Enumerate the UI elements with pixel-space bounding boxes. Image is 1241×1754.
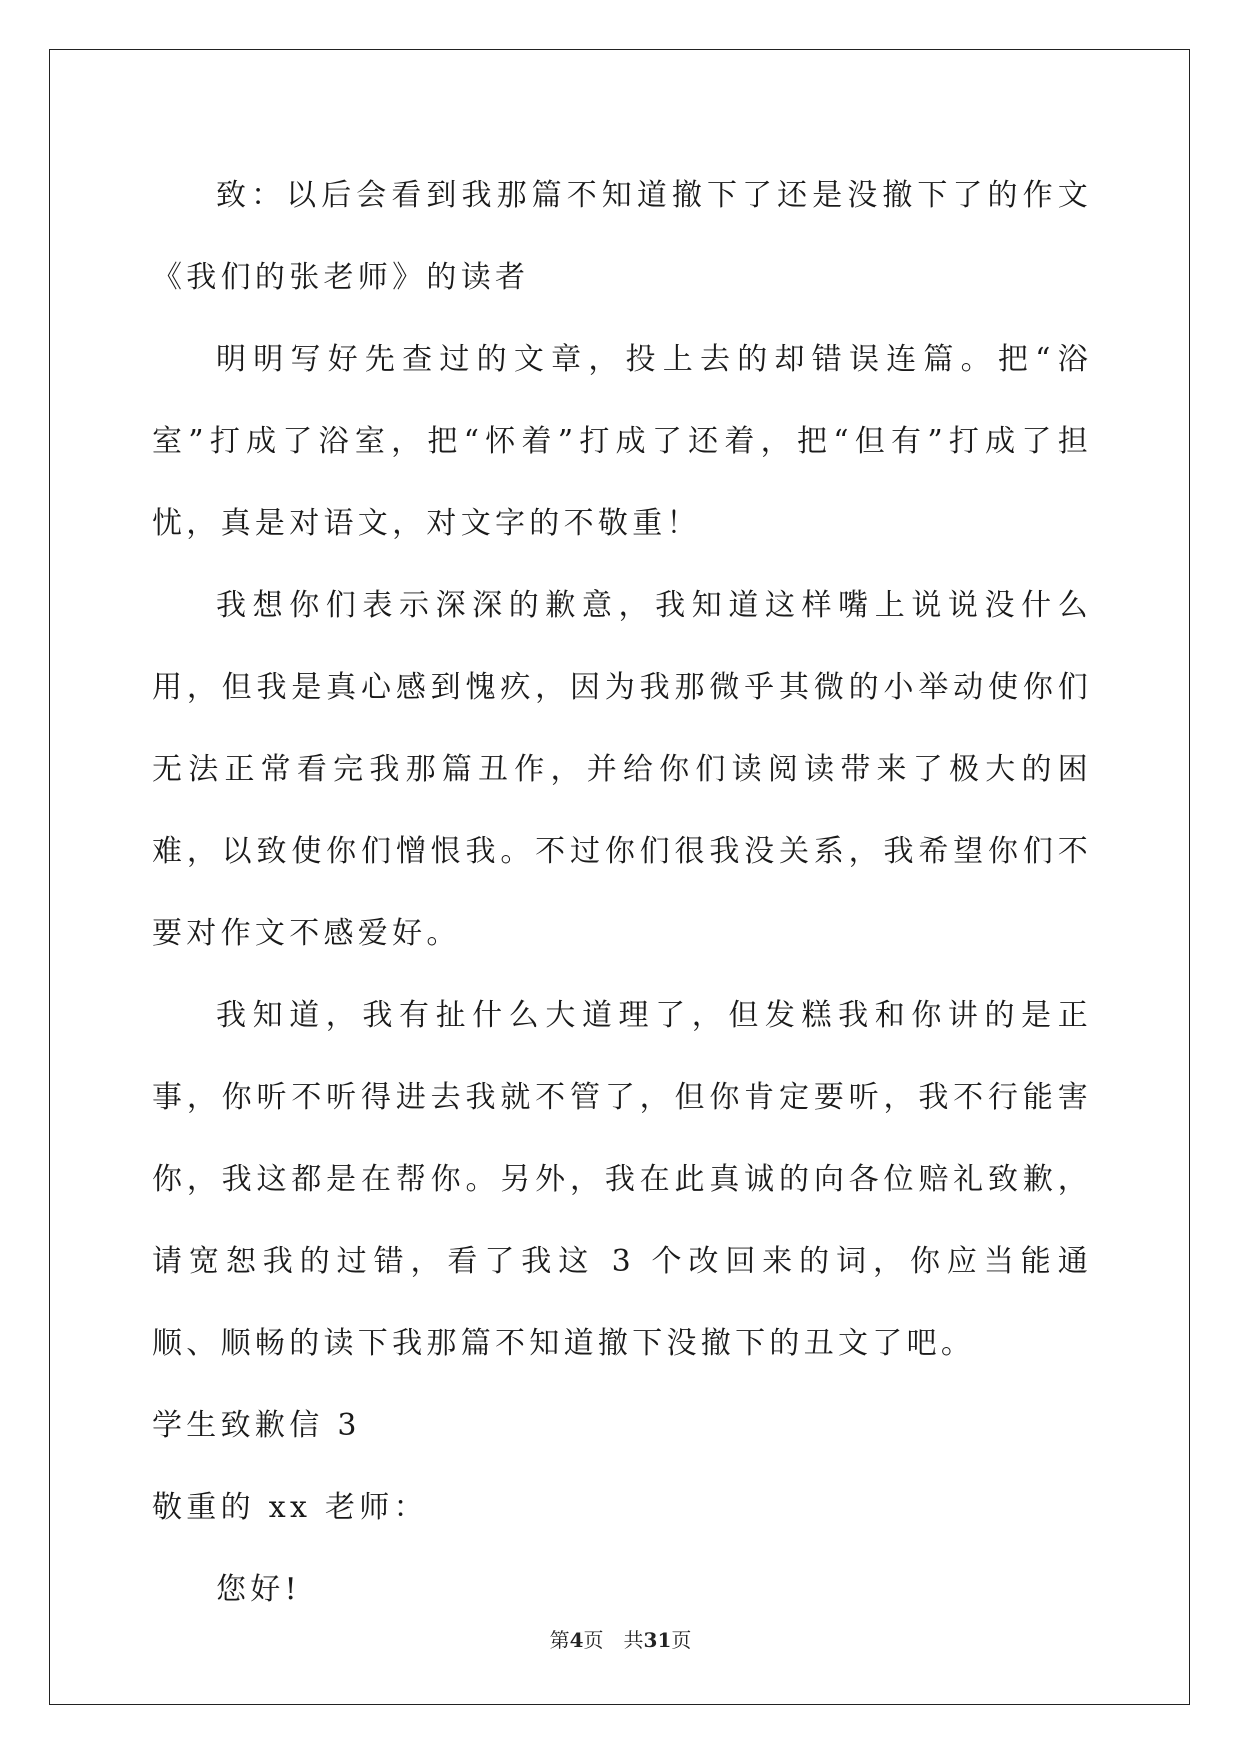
- paragraph-deep-apology: 我想你们表示深深的歉意，我知道这样嘴上说说没什么用，但我是真心感到愧疚，因为我那微乎其微的小举动使你们无法正常看完我那篇丑作，并给你们读阅读带来了极大的困难，以致使你们憎恨我。不过你们很我没关系，我希望你们不要对作文不感爱好。: [152, 588, 1092, 951]
- salutation-paragraph: 致：以后会看到我那篇不知道撤下了还是没撤下了的作文《我们的张老师》的读者: [152, 178, 1092, 295]
- footer-total-suffix: 页: [671, 1628, 692, 1652]
- paragraph-typo-apology: 明明写好先查过的文章，投上去的却错误连篇。把“浴室”打成了浴室，把“怀着”打成了还着，把“但有”打成了担忧，真是对语文，对文字的不敬重！: [152, 342, 1092, 541]
- footer-prefix: 第: [549, 1628, 570, 1652]
- paragraph-advice: 我知道，我有扯什么大道理了，但发糕我和你讲的是正事，你听不听得进去我就不管了，但你肯定要听，我不行能害你，我这都是在帮你。另外，我在此真诚的向各位赔礼致歉，请宽恕我的过错，看了我这 3 个改回来的词，你应当能通顺、顺畅的读下我那篇不知道撤下没撤下的丑文了吧。: [152, 998, 1092, 1361]
- page-footer: [0, 1624, 1241, 1653]
- section-heading: 学生致歉信 3: [152, 1408, 361, 1443]
- letter-greeting: 敬重的 xx 老师：: [152, 1490, 428, 1525]
- letter-opening: 您好!: [216, 1572, 301, 1607]
- total-page-count: 31: [643, 1628, 672, 1652]
- footer-page-suffix: 页: [583, 1628, 604, 1652]
- document-body: [152, 155, 1092, 1631]
- current-page-number: 4: [569, 1628, 584, 1652]
- footer-total-prefix: 共: [623, 1628, 644, 1652]
